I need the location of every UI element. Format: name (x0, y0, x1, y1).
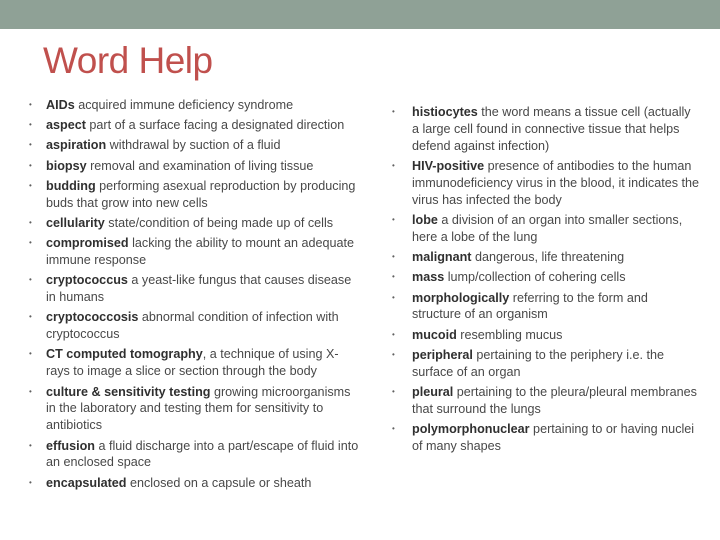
term-list-item (12, 137, 360, 154)
term-definition: lump/collection of cohering cells (444, 270, 626, 285)
term-list-item (12, 438, 360, 472)
term-definition: part of a surface facing a designated direction (85, 118, 345, 133)
term-word: compromised (46, 236, 129, 251)
term-definition: pertaining to the pleura/pleural membranes that surround the lungs (412, 384, 697, 416)
term-definition: state/condition of being made up of cells (104, 215, 334, 230)
term-word: mass (412, 270, 445, 285)
term-word: malignant (412, 250, 472, 265)
term-definition: the word means a tissue cell (actually a large cell found in connective tissue that helps defend against infection) (412, 105, 691, 153)
left-term-list (12, 97, 360, 495)
term-definition: dangerous, life threatening (471, 250, 625, 265)
term-word: CT computed tomography (46, 347, 203, 362)
bullet-icon: • (29, 312, 32, 322)
term-word: histiocytes (412, 105, 478, 119)
bullet-icon: • (29, 440, 32, 450)
term-word: mucoid (412, 327, 457, 342)
term-word: cryptococcosis (46, 310, 139, 325)
bullet-icon: • (29, 275, 32, 285)
bullet-icon: • (29, 217, 32, 227)
term-list-item (380, 269, 700, 286)
term-definition: a yeast-like fungus that causes disease in humans (46, 273, 352, 305)
term-definition: resembling mucus (456, 327, 563, 342)
term-word: lobe (412, 213, 438, 228)
bullet-icon: • (29, 238, 32, 248)
term-definition: pertaining to the periphery i.e. the surface of an organ (412, 347, 665, 379)
term-list-item (12, 158, 360, 175)
term-list-item (380, 249, 700, 266)
bullet-icon: • (29, 140, 32, 150)
term-list-item (380, 421, 700, 455)
bullet-icon: • (29, 100, 32, 109)
bullet-icon: • (392, 161, 395, 171)
term-list-item (380, 212, 700, 246)
term-word: morphologically (412, 290, 510, 305)
term-list-item (12, 178, 360, 212)
term-definition: , a technique of using X-rays to image a slice or section through the body (46, 347, 339, 379)
bullet-icon: • (392, 215, 395, 225)
right-term-list (380, 104, 700, 458)
term-list-item (380, 347, 700, 381)
term-list-item (380, 327, 700, 344)
term-definition: a division of an organ into smaller sections, here a lobe of the lung (412, 213, 683, 244)
term-word: HIV-positive (412, 159, 485, 174)
term-definition: enclosed on a capsule or sheath (126, 475, 312, 490)
bullet-icon: • (29, 120, 32, 130)
term-list-item (12, 384, 360, 435)
term-list-item (380, 158, 700, 209)
bullet-icon: • (392, 424, 395, 434)
term-word: biopsy (46, 158, 87, 173)
bullet-icon: • (29, 349, 32, 359)
term-word: encapsulated (46, 475, 127, 490)
term-list-item (12, 346, 360, 380)
term-word: budding (46, 178, 96, 193)
bullet-icon: • (392, 292, 395, 302)
term-list-item (380, 384, 700, 418)
term-definition: performing asexual reproduction by producing buds that grow into new cells (46, 178, 356, 210)
bullet-icon: • (392, 272, 395, 282)
term-word: peripheral (412, 347, 473, 362)
term-list-item (12, 475, 360, 492)
term-list-item (12, 97, 360, 114)
slide-top-bar (0, 0, 720, 29)
bullet-icon: • (29, 180, 32, 190)
bullet-icon: • (29, 477, 32, 487)
term-definition: referring to the form and structure of an organism (412, 290, 648, 322)
term-list-item (380, 104, 700, 155)
bullet-icon: • (392, 107, 395, 116)
term-list-item (12, 235, 360, 269)
term-word: effusion (46, 438, 95, 453)
term-definition: lacking the ability to mount an adequate immune response (46, 236, 355, 268)
term-list-item (380, 290, 700, 324)
bullet-icon: • (392, 349, 395, 359)
slide-title: Word Help (43, 40, 213, 81)
bullet-icon: • (392, 329, 395, 339)
term-list-item (12, 272, 360, 306)
term-definition: a fluid discharge into a part/escape of fluid into an enclosed space (46, 438, 359, 470)
term-word: polymorphonuclear (412, 422, 530, 437)
term-word: culture & sensitivity testing (46, 384, 211, 399)
bullet-icon: • (29, 386, 32, 396)
term-list-item (12, 215, 360, 232)
term-word: aspiration (46, 138, 107, 153)
term-definition: pertaining to or having nuclei of many shapes (412, 422, 695, 453)
term-word: AIDs (46, 98, 75, 112)
term-definition: growing microorganisms in the laboratory and testing them for sensitivity to antibiotics (46, 384, 351, 433)
bullet-icon: • (392, 252, 395, 262)
term-word: aspect (46, 118, 86, 133)
term-list-item (12, 309, 360, 343)
bullet-icon: • (29, 160, 32, 170)
bullet-icon: • (392, 386, 395, 396)
term-definition: removal and examination of living tissue (86, 158, 314, 173)
term-definition: presence of antibodies to the human immunodeficiency virus in the blood, it indicates the virus has infected the body (412, 159, 700, 207)
term-definition: acquired immune deficiency syndrome (74, 98, 294, 112)
term-word: cryptococcus (46, 273, 128, 288)
term-definition: withdrawal by suction of a fluid (106, 138, 281, 153)
term-list-item (12, 117, 360, 134)
term-word: pleural (412, 384, 454, 399)
term-word: cellularity (46, 215, 105, 230)
term-definition: abnormal condition of infection with cryptococcus (46, 310, 339, 342)
